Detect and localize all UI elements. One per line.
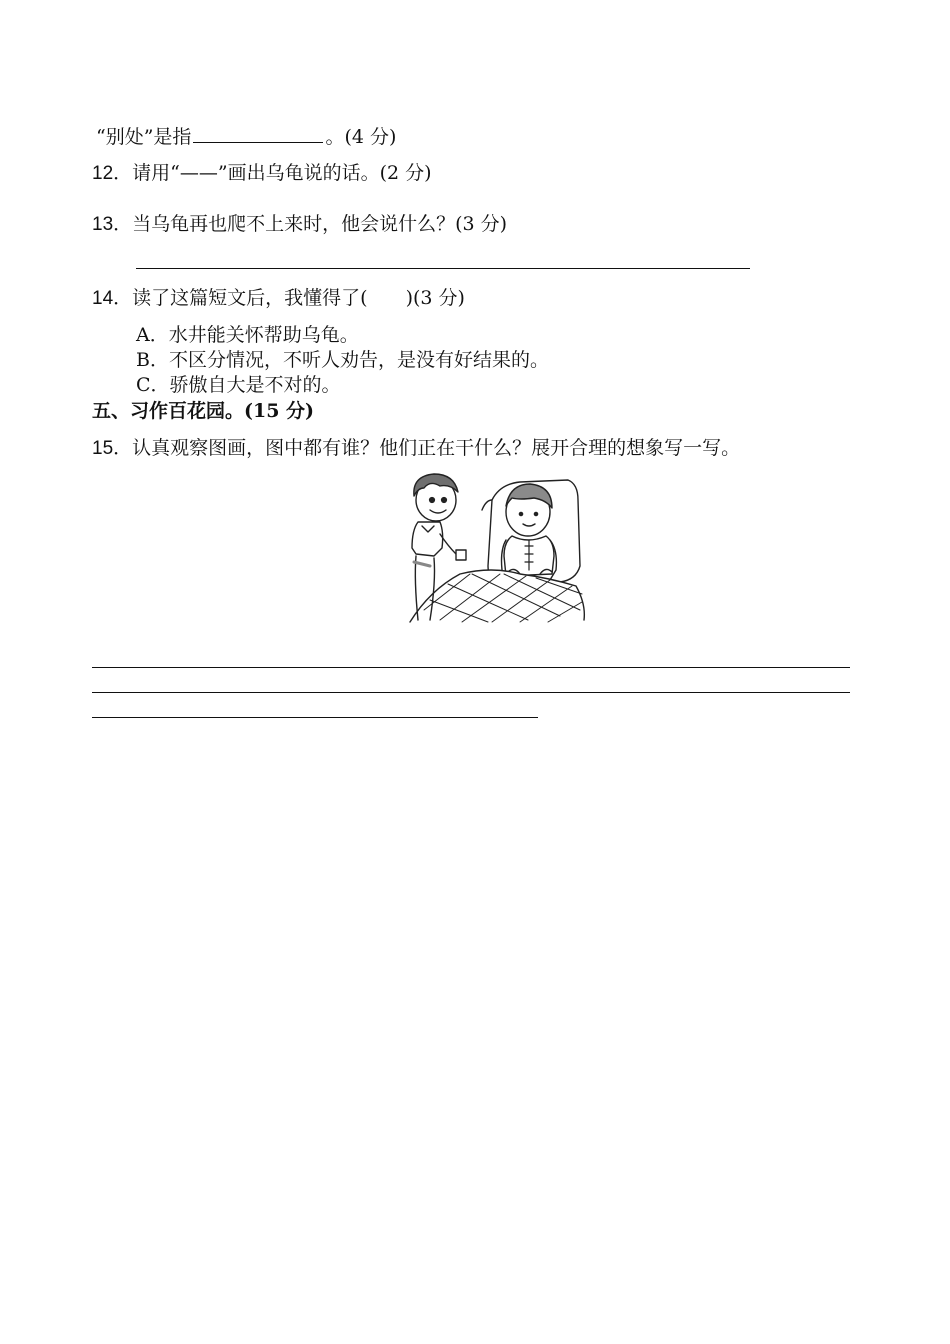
q15-number: 15． xyxy=(92,438,133,459)
q14-text-before: 读了这篇短文后，我懂得了( xyxy=(132,287,368,309)
option-text: 水井能关怀帮助乌龟。 xyxy=(168,324,359,346)
q14-line xyxy=(92,285,465,312)
q12-line xyxy=(92,160,432,187)
option-text: 不区分情况，不听人劝告，是没有好结果的。 xyxy=(168,349,549,371)
composition-line-3[interactable] xyxy=(92,717,538,718)
q11-suffix: 。(4 分) xyxy=(325,126,397,148)
q11-prefix: “别处”是指 xyxy=(96,126,192,148)
q11-answer-blank[interactable] xyxy=(193,122,323,143)
option-label: C． xyxy=(136,374,170,396)
boy-visiting-sick-friend-illustration xyxy=(400,470,592,624)
q11-line xyxy=(96,122,396,150)
q12-number: 12． xyxy=(92,163,133,184)
section5-heading: 五、习作百花园。(15 分) xyxy=(92,400,315,422)
q15-line xyxy=(92,435,740,462)
q13-answer-line[interactable] xyxy=(136,268,750,269)
composition-line-1[interactable] xyxy=(92,667,850,668)
option-text: 骄傲自大是不对的。 xyxy=(169,374,341,396)
q14-option-c[interactable] xyxy=(136,372,341,398)
q14-text-after: )(3 分) xyxy=(405,287,465,309)
q15-text: 认真观察图画，图中都有谁？他们正在干什么？展开合理的想象写一写。 xyxy=(132,437,741,459)
q13-text: 当乌龟再也爬不上来时，他会说什么？(3 分) xyxy=(132,213,508,235)
q14-option-a[interactable] xyxy=(136,322,359,348)
q14-option-b[interactable] xyxy=(136,347,549,373)
option-label: B． xyxy=(136,349,169,371)
composition-line-2[interactable] xyxy=(92,692,850,693)
q13-line xyxy=(92,211,507,238)
option-label: A． xyxy=(136,324,169,346)
q14-number: 14． xyxy=(92,288,133,309)
q12-text: 请用“——”画出乌龟说的话。(2 分) xyxy=(132,162,432,184)
q13-number: 13． xyxy=(92,214,133,235)
